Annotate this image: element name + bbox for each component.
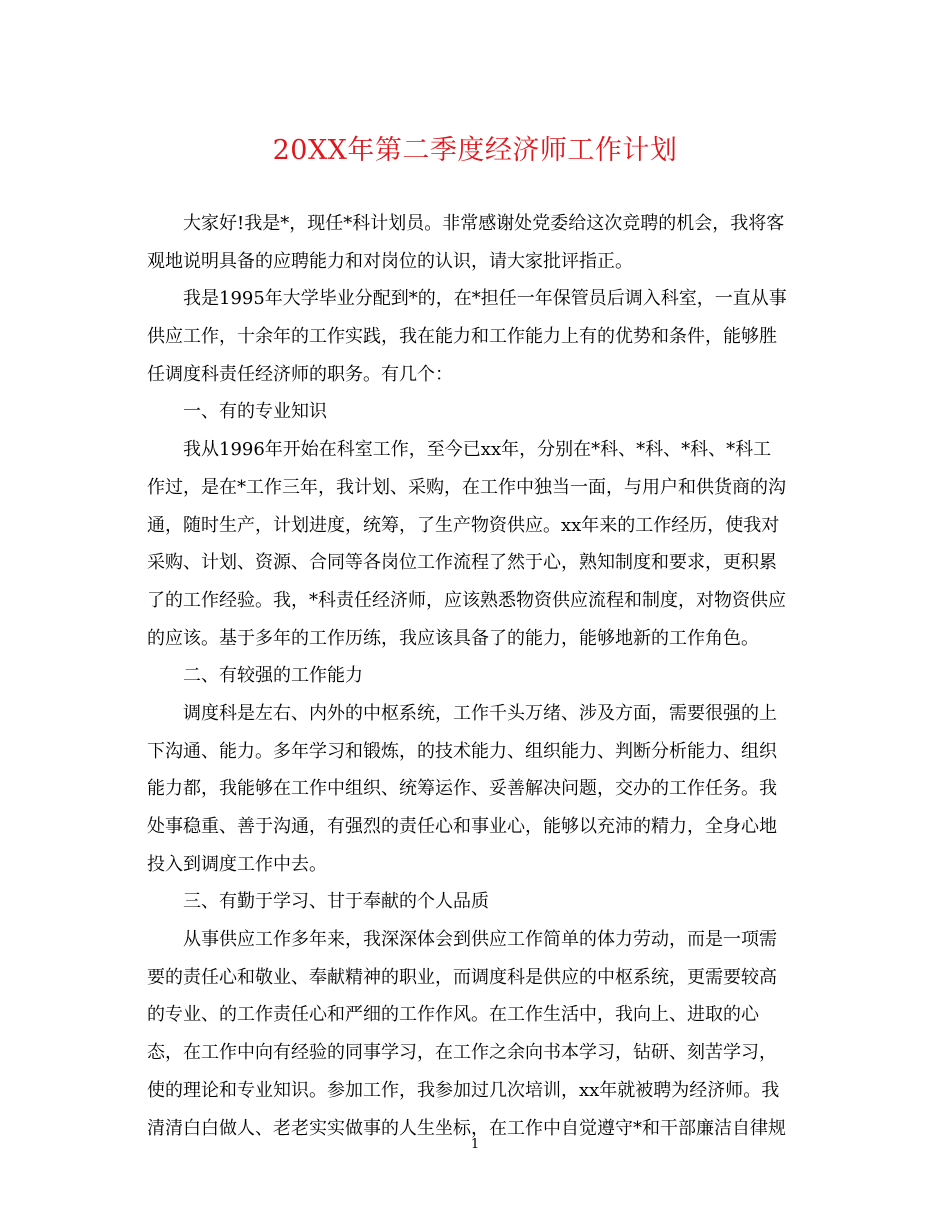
body-text-line: 作过，是在*工作三年，我计划、采购，在工作中独当一面，与用户和供货商的沟 [147,476,786,498]
body-text-line: 二、有较强的工作能力 [183,665,363,687]
body-text-line: 采购、计划、资源、合同等各岗位工作流程了然于心，熟知制度和要求，更积累 [147,552,777,574]
body-text-line: 调度科是左右、内外的中枢系统，工作千头万绪、涉及方面，需要很强的上 [183,702,777,724]
body-text-line: 我是1995年大学毕业分配到*的，在*担任一年保管员后调入科室，一直从事 [183,288,787,310]
body-text-line: 一、有的专业知识 [183,401,327,423]
body-text-line: 清清白白做人、老老实实做事的人生坐标，在工作中自觉遵守*和干部廉洁自律规 [147,1117,786,1139]
body-text-line: 任调度科责任经济师的职务。有几个： [147,363,453,385]
document-title: 20XX年第二季度经济师工作计划 [272,135,678,166]
body-text-line: 从事供应工作多年来，我深深体会到供应工作简单的体力劳动，而是一项需 [183,929,777,951]
body-text-line: 能力都，我能够在工作中组织、统筹运作、妥善解决问题，交办的工作任务。我 [147,778,777,800]
page-number: 1 [470,1137,480,1152]
body-text-line: 的应该。基于多年的工作历练，我应该具备了的能力，能够地新的工作角色。 [147,627,759,649]
body-text-line: 处事稳重、善于沟通，有强烈的责任心和事业心，能够以充沛的精力，全身心地 [147,816,777,837]
body-text-line: 了的工作经验。我，*科责任经济师，应该熟悉物资供应流程和制度，对物资供应 [147,589,786,611]
body-text-line: 我从1996年开始在科室工作，至今已xx年，分别在*科、*科、*科、*科工 [183,439,772,461]
body-text-line: 投入到调度工作中去。 [147,853,327,875]
body-text-line: 要的责任心和敬业、奉献精神的职业，而调度科是供应的中枢系统，更需要较高 [147,966,777,988]
document-body [147,205,807,1147]
body-text-line: 三、有勤于学习、甘于奉献的个人品质 [183,891,489,913]
body-text-line: 使的理论和专业知识。参加工作，我参加过几次培训，xx年就被聘为经济师。我 [147,1079,780,1101]
body-text-line: 态，在工作中向有经验的同事学习，在工作之余向书本学习，钻研、刻苦学习， [147,1042,777,1064]
body-text-line: 观地说明具备的应聘能力和对岗位的认识，请大家批评指正。 [147,250,633,272]
body-text-line: 下沟通、能力。多年学习和锻炼，的技术能力、组织能力、判断分析能力、组织 [147,740,777,762]
body-text-line: 供应工作，十余年的工作实践，我在能力和工作能力上有的优势和条件，能够胜 [147,326,777,348]
body-text-line: 的专业、的工作责任心和严细的工作作风。在工作生活中，我向上、进取的心 [147,1004,759,1026]
body-text-line: 通，随时生产，计划进度，统筹，了生产物资供应。xx年来的工作经历，使我对 [147,514,780,536]
body-text-line: 大家好!我是*，现任*科计划员。非常感谢处党委给这次竞聘的机会，我将客 [183,213,785,234]
